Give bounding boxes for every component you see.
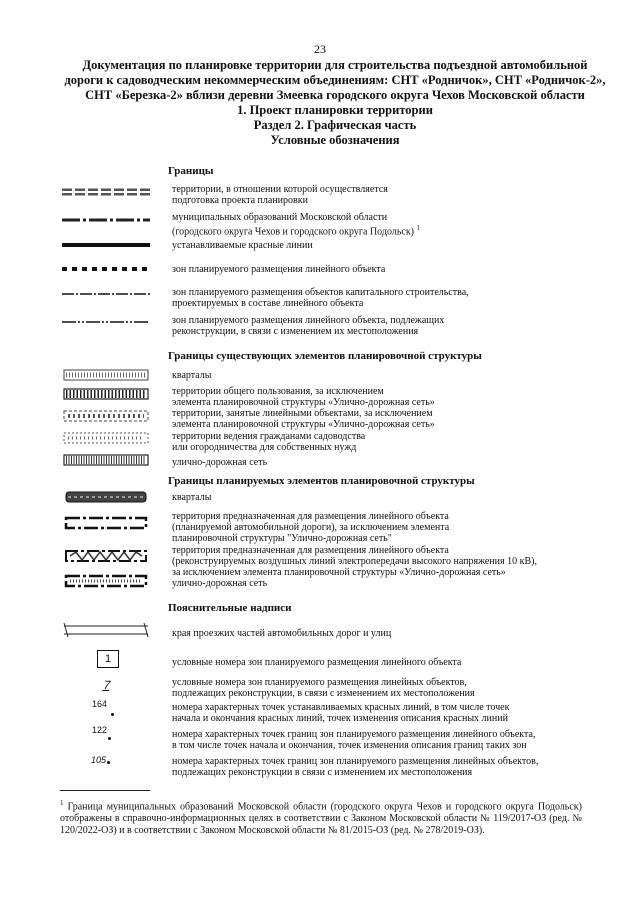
legend-item-text: условные номера зон планируемого размещения линейных объектов, подлежащих реконструкции, в связи с изменением их местоположения <box>172 677 475 699</box>
zone-number-box-symbol: 1 <box>97 650 119 668</box>
footnote: $^1$ Граница муниципальных образований Московской области (городского округа Чехов и городского округа Подольск) отображены в справочно-информационных целях в соответствии с Законом Московской области № 119/2017-ОЗ (ред. № 120/2022-ОЗ) и в соответствии с Законом Московской области № 81/2015-ОЗ (ред. № 278/2019-ОЗ). <box>60 799 582 837</box>
legend-symbol-planned-quarters <box>60 490 152 504</box>
section-heading-planned-structure: Границы планируемых элементов планировочной структуры <box>168 475 475 487</box>
legend-item-text: номера характерных точек границ зон планируемого размещения линейного объекта, в том числе точек начала и окончания, точек изменения описания границ таких зон <box>172 729 536 751</box>
legend-symbol-municipal-border <box>60 213 152 227</box>
legend-item-text: зон планируемого размещения линейного объекта, подлежащих реконструкции, в связи с изменением их местоположения <box>172 315 445 337</box>
point-marker-icon <box>111 713 114 716</box>
legend-symbol-gardening-territories <box>60 431 152 445</box>
legend-symbol-power-line-territory <box>60 549 152 563</box>
legend-symbol-planned-road-territory <box>60 516 152 530</box>
legend-symbol-existing-quarters <box>60 368 152 382</box>
legend-symbol-capital-construction-zone <box>60 287 152 301</box>
legend-symbol-red-lines <box>60 238 152 252</box>
legend-item-text: зон планируемого размещения линейного объекта <box>172 264 386 275</box>
legend-item-text: территория предназначенная для размещения линейного объекта (планируемой автомобильной дороги), за исключением элемента планировочной структуры "Улично-дорожная сеть" <box>172 511 450 544</box>
legend-item-text: улично-дорожная сеть <box>172 457 268 468</box>
legend-item-text: зон планируемого размещения объектов капитального строительства, проектируемых в составе линейного объекта <box>172 287 469 309</box>
point-marker-icon <box>107 761 110 764</box>
title-line-5: Раздел 2. Графическая часть <box>253 118 417 132</box>
footnote-ref: 1 <box>416 224 421 232</box>
footnote-mark: 1 <box>60 799 64 807</box>
legend-item-text: края проезжих частей автомобильных дорог и улиц <box>172 628 392 639</box>
legend-item-text: номера характерных точек границ зон планируемого размещения линейных объектов, подлежащих реконструкции в связи с изменением их местоположения <box>172 756 539 778</box>
section-heading-notes: Пояснительные надписи <box>168 602 292 614</box>
legend-symbol-linear-object-zone <box>60 262 152 276</box>
reconstruction-zone-number-symbol: 7 <box>101 678 113 692</box>
legend-item-text: улично-дорожная сеть <box>172 578 268 589</box>
section-heading-existing-structure: Границы существующих элементов планировочной структуры <box>168 350 482 362</box>
legend-item-text: территории ведения гражданами садоводства или огородничества для собственных нужд <box>172 431 366 453</box>
legend-item-text: устанавливаемые красные линии <box>172 240 313 251</box>
legend-item-text: кварталы <box>172 370 212 381</box>
zone-border-point-number-symbol: 122 <box>92 725 108 735</box>
legend-symbol-public-territories <box>60 387 152 401</box>
legend-symbol-linear-object-territories <box>60 409 152 423</box>
legend-item-text: территория предназначенная для размещения линейного объекта (реконструируемых воздушных линий электропередачи высокого напряжения 10 кВ), за исключением элемента планировочной структуры «Улично-дорожная сеть» <box>172 545 537 578</box>
legend-item-text: условные номера зон планируемого размещения линейного объекта <box>172 657 462 668</box>
legend-item-text: номера характерных точек устанавливаемых красных линий, в том числе точек начала и окончания красных линий, точек изменения описания красных линий <box>172 702 510 724</box>
document-title <box>55 58 615 148</box>
legend-item-text: кварталы <box>172 492 212 503</box>
point-marker-icon <box>108 737 111 740</box>
reconstruction-point-number-symbol: 105 <box>91 755 107 765</box>
legend-item-text: территории, занятые линейными объектами, за исключением элемента планировочной структуры «Улично-дорожная сеть» <box>172 408 435 430</box>
title-line-6: Условные обозначения <box>270 133 400 147</box>
title-line-2: дороги к садоводческим некоммерческим объединениям: СНТ «Родничок», СНТ «Родничок-2», <box>64 73 606 87</box>
section-heading-borders: Границы <box>168 165 214 177</box>
legend-symbol-planned-road-network <box>60 574 152 588</box>
legend-item-text: муниципальных образований Московской области (городского округа Чехов и городского округа Подольск) $^1$ <box>172 212 421 238</box>
legend-item-text: территории общего пользования, за исключением элемента планировочной структуры «Улично-дорожная сеть» <box>172 386 435 408</box>
legend-symbol-planning-territory-border <box>60 185 152 199</box>
legend-symbol-reconstruction-zone <box>60 315 152 329</box>
title-line-4: 1. Проект планировки территории <box>237 103 433 117</box>
title-line-1: Документация по планировке территории для строительства подъездной автомобильной <box>82 58 588 72</box>
page-number: 23 <box>314 42 326 56</box>
red-line-point-number-symbol: 164 <box>92 699 108 709</box>
footnote-separator <box>60 790 150 791</box>
legend-symbol-existing-road-network <box>60 453 152 467</box>
title-line-3: СНТ «Березка-2» вблизи деревни Змеевка городского округа Чехов Московской области <box>85 88 585 102</box>
legend-item-text: территории, в отношении которой осуществляется подготовка проекта планировки <box>172 184 388 206</box>
legend-symbol-carriageway-edges <box>60 623 152 637</box>
